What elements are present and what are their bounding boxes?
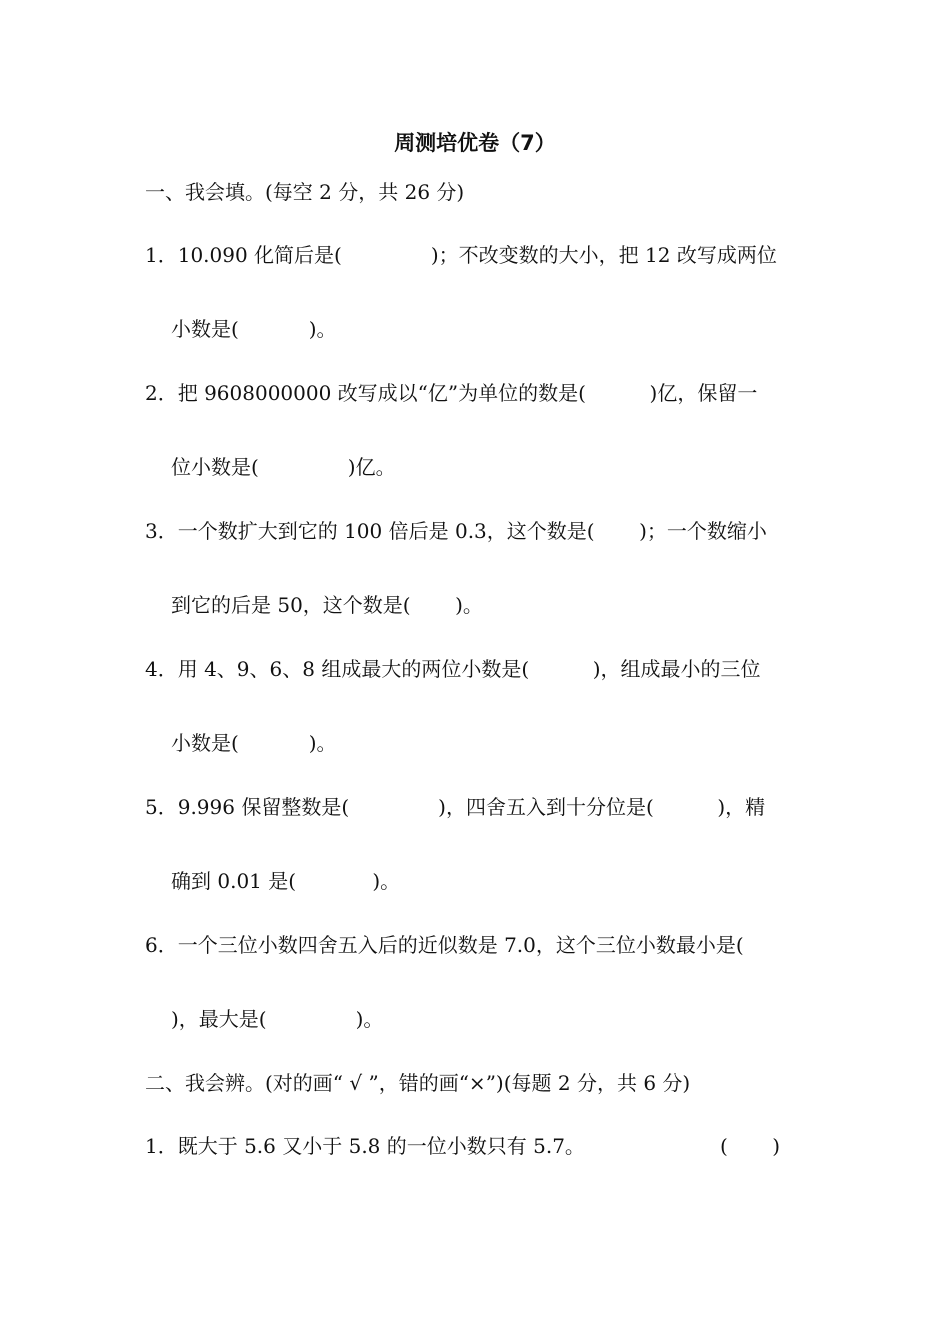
judge-question-1: 1．既大于 5.6 又小于 5.8 的一位小数只有 5.7。 [145, 1134, 585, 1158]
question-6-line-2: )，最大是( )。 [171, 1007, 384, 1031]
judge-answer-box: ( ) [720, 1134, 781, 1158]
question-4-line-1: 4．用 4、9、6、8 组成最大的两位小数是( )，组成最小的三位 [145, 657, 761, 681]
question-1-line-1: 1．10.090 化简后是( )；不改变数的大小，把 12 改写成两位 [145, 243, 777, 267]
section-heading-fill: 一、我会填。(每空 2 分，共 26 分) [145, 180, 465, 204]
question-3-line-1: 3．一个数扩大到它的 100 倍后是 0.3，这个数是( )；一个数缩小 [145, 519, 767, 543]
question-5-line-1: 5．9.996 保留整数是( )，四舍五入到十分位是( )，精 [145, 795, 766, 819]
question-1-line-2: 小数是( )。 [171, 317, 337, 341]
section-heading-judge: 二、我会辨。(对的画“ √ ”，错的画“×”)(每题 2 分，共 6 分) [145, 1071, 691, 1095]
question-2-line-1: 2．把 9608000000 改写成以“亿”为单位的数是( )亿，保留一 [145, 381, 758, 405]
page-title: 周测培优卷（7） [394, 131, 556, 155]
question-3-line-2: 到它的后是 50，这个数是( )。 [171, 593, 483, 617]
question-4-line-2: 小数是( )。 [171, 731, 337, 755]
question-5-line-2: 确到 0.01 是( )。 [171, 869, 401, 893]
question-6-line-1: 6．一个三位小数四舍五入后的近似数是 7.0，这个三位小数最小是( [145, 933, 744, 957]
question-2-line-2: 位小数是( )亿。 [171, 455, 396, 479]
